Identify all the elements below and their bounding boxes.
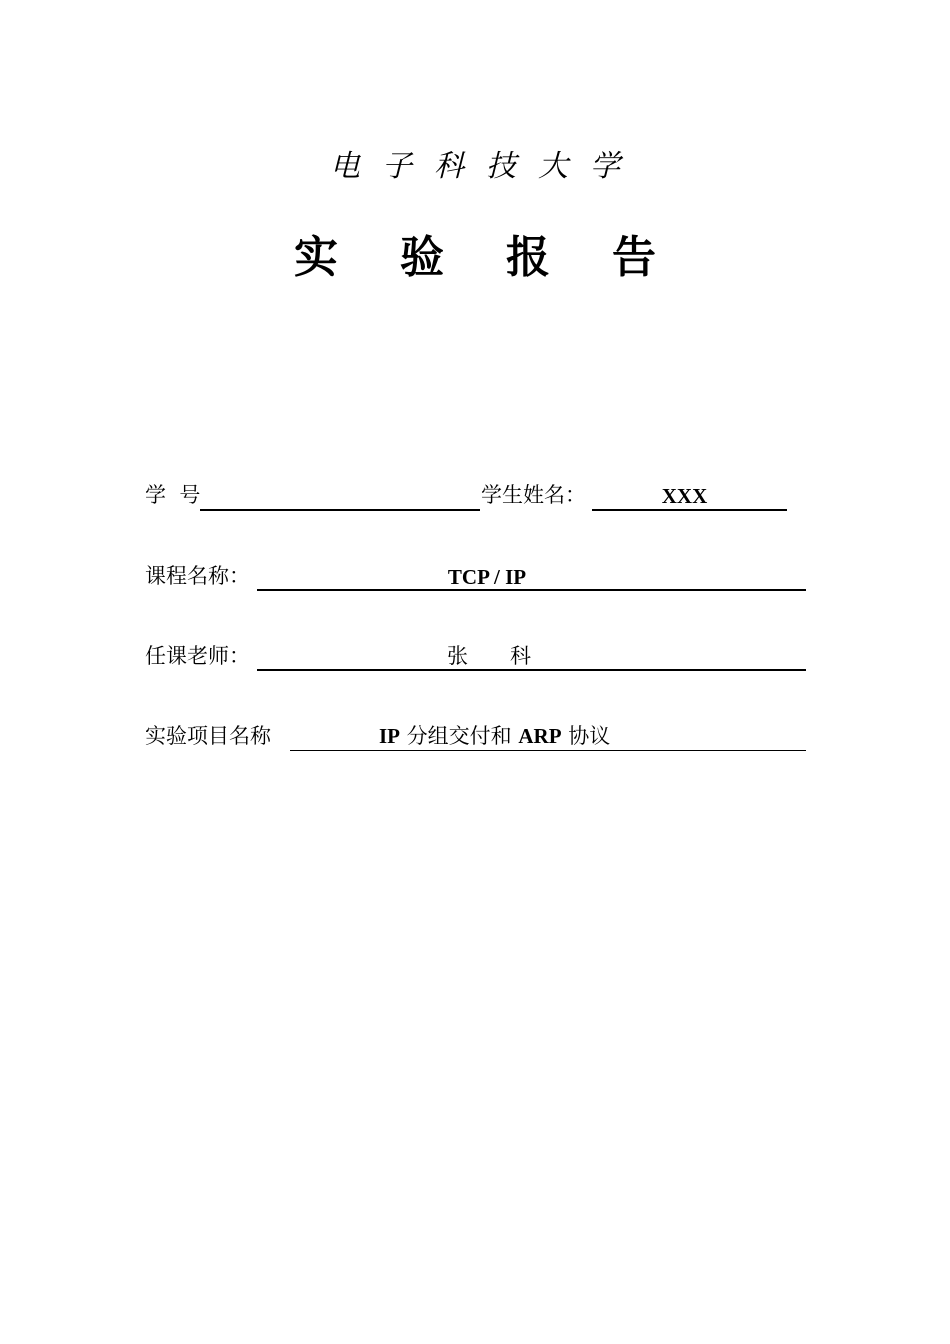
project-value-ip: IP bbox=[379, 724, 400, 748]
course-value: TCP / IP bbox=[447, 565, 527, 589]
student-id-label: 学 号 bbox=[145, 483, 201, 507]
teacher-value: 张科 bbox=[447, 644, 573, 668]
course-label: 课程名称： bbox=[145, 564, 250, 588]
project-value-text-1: 分组交付和 bbox=[400, 724, 519, 748]
project-value-arp: ARP bbox=[518, 724, 562, 748]
student-name-label: 学生姓名： bbox=[481, 483, 586, 507]
project-value-text-2: 协议 bbox=[561, 724, 611, 748]
student-id-line bbox=[200, 509, 480, 511]
report-title: 实验报告 bbox=[294, 232, 718, 283]
university-name: 电子科技大学 bbox=[330, 149, 642, 184]
teacher-label: 任课老师： bbox=[145, 644, 250, 668]
project-value bbox=[379, 721, 610, 751]
student-name-value: XXX bbox=[661, 484, 708, 508]
project-label: 实验项目名称 bbox=[145, 724, 271, 748]
